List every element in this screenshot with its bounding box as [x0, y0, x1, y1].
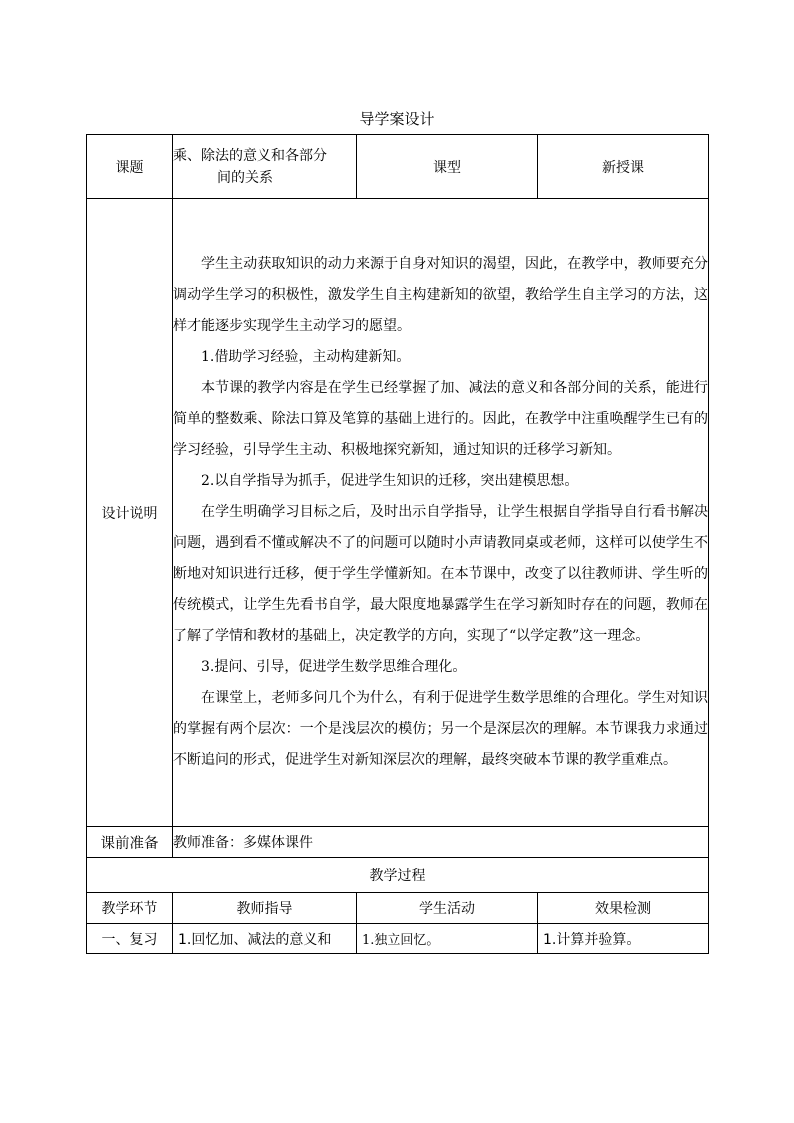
design-notes-row	[87, 199, 709, 827]
topic-line-1: 乘、除法的意义和各部分	[173, 147, 327, 164]
column-header: 教师指导	[173, 893, 357, 924]
process-title-row	[87, 858, 709, 893]
lesson-plan-table	[86, 134, 709, 954]
design-notes-content	[173, 199, 709, 827]
design-paragraph: 1.借助学习经验，主动构建新知。	[201, 349, 411, 365]
header-row	[87, 135, 709, 199]
column-header: 效果检测	[538, 893, 709, 924]
design-paragraph: 在学生明确学习目标之后，及时出示自学指导，让学生根据自学指导自行看书解决问题，遇到看不懂或解决不了的问题可以随时小声请教同桌或老师，这样可以使学生不断地对知识进行迁移，便于学生学懂新知。在本节课中，改变了以往教师讲、学生听的传统模式，让学生先看书自学，最大限度地暴露学生在学习新知时存在的问题，教师在了解了学情和教材的基础上，决定教学的方向，实现了“以学定教”这一理念。	[173, 504, 708, 644]
topic-value	[173, 135, 357, 199]
process-title: 教学过程	[87, 858, 709, 893]
column-header: 学生活动	[357, 893, 538, 924]
column-header: 教学环节	[87, 893, 173, 924]
design-paragraph: 在课堂上，老师多问几个为什么，有利于促进学生数学思维的合理化。学生对知识的掌握有两个层次：一个是浅层次的模仿；另一个是深层次的理解。本节课我力求通过不断追问的形式，促进学生对新知深层次的理解，最终突破本节课的教学重难点。	[173, 690, 708, 768]
table-cell: 一、复习	[87, 924, 173, 954]
preparation-row	[87, 827, 709, 858]
design-paragraph: 3.提问、引导，促进学生数学思维合理化。	[201, 659, 467, 675]
table-cell: 1.回忆加、减法的意义和	[173, 924, 357, 954]
table-cell: 1.独立回忆。	[357, 924, 538, 954]
preparation-label: 课前准备	[87, 827, 173, 858]
design-paragraph: 2.以自学指导为抓手，促进学生知识的迁移，突出建模思想。	[201, 473, 579, 489]
design-paragraph: 本节课的教学内容是在学生已经掌握了加、减法的意义和各部分间的关系，能进行简单的整数乘、除法口算及笔算的基础上进行的。因此，在教学中注重唤醒学生已有的学习经验，引导学生主动、积极地探究新知，通过知识的迁移学习新知。	[173, 380, 708, 458]
document-title: 导学案设计	[359, 110, 435, 128]
design-notes-label: 设计说明	[87, 199, 173, 827]
table-cell: 1.计算并验算。	[538, 924, 709, 954]
topic-label: 课题	[87, 135, 173, 199]
type-label: 课型	[357, 135, 538, 199]
topic-line-2: 间的关系	[217, 169, 273, 186]
process-header-row	[87, 893, 709, 924]
design-paragraph: 学生主动获取知识的动力来源于自身对知识的渴望，因此，在教学中，教师要充分调动学生学习的积极性，激发学生自主构建新知的欲望，教给学生自主学习的方法，这样才能逐步实现学生主动学习的愿望。	[173, 256, 708, 334]
table-row	[87, 924, 709, 954]
preparation-value: 教师准备：多媒体课件	[173, 827, 709, 858]
type-value: 新授课	[538, 135, 709, 199]
